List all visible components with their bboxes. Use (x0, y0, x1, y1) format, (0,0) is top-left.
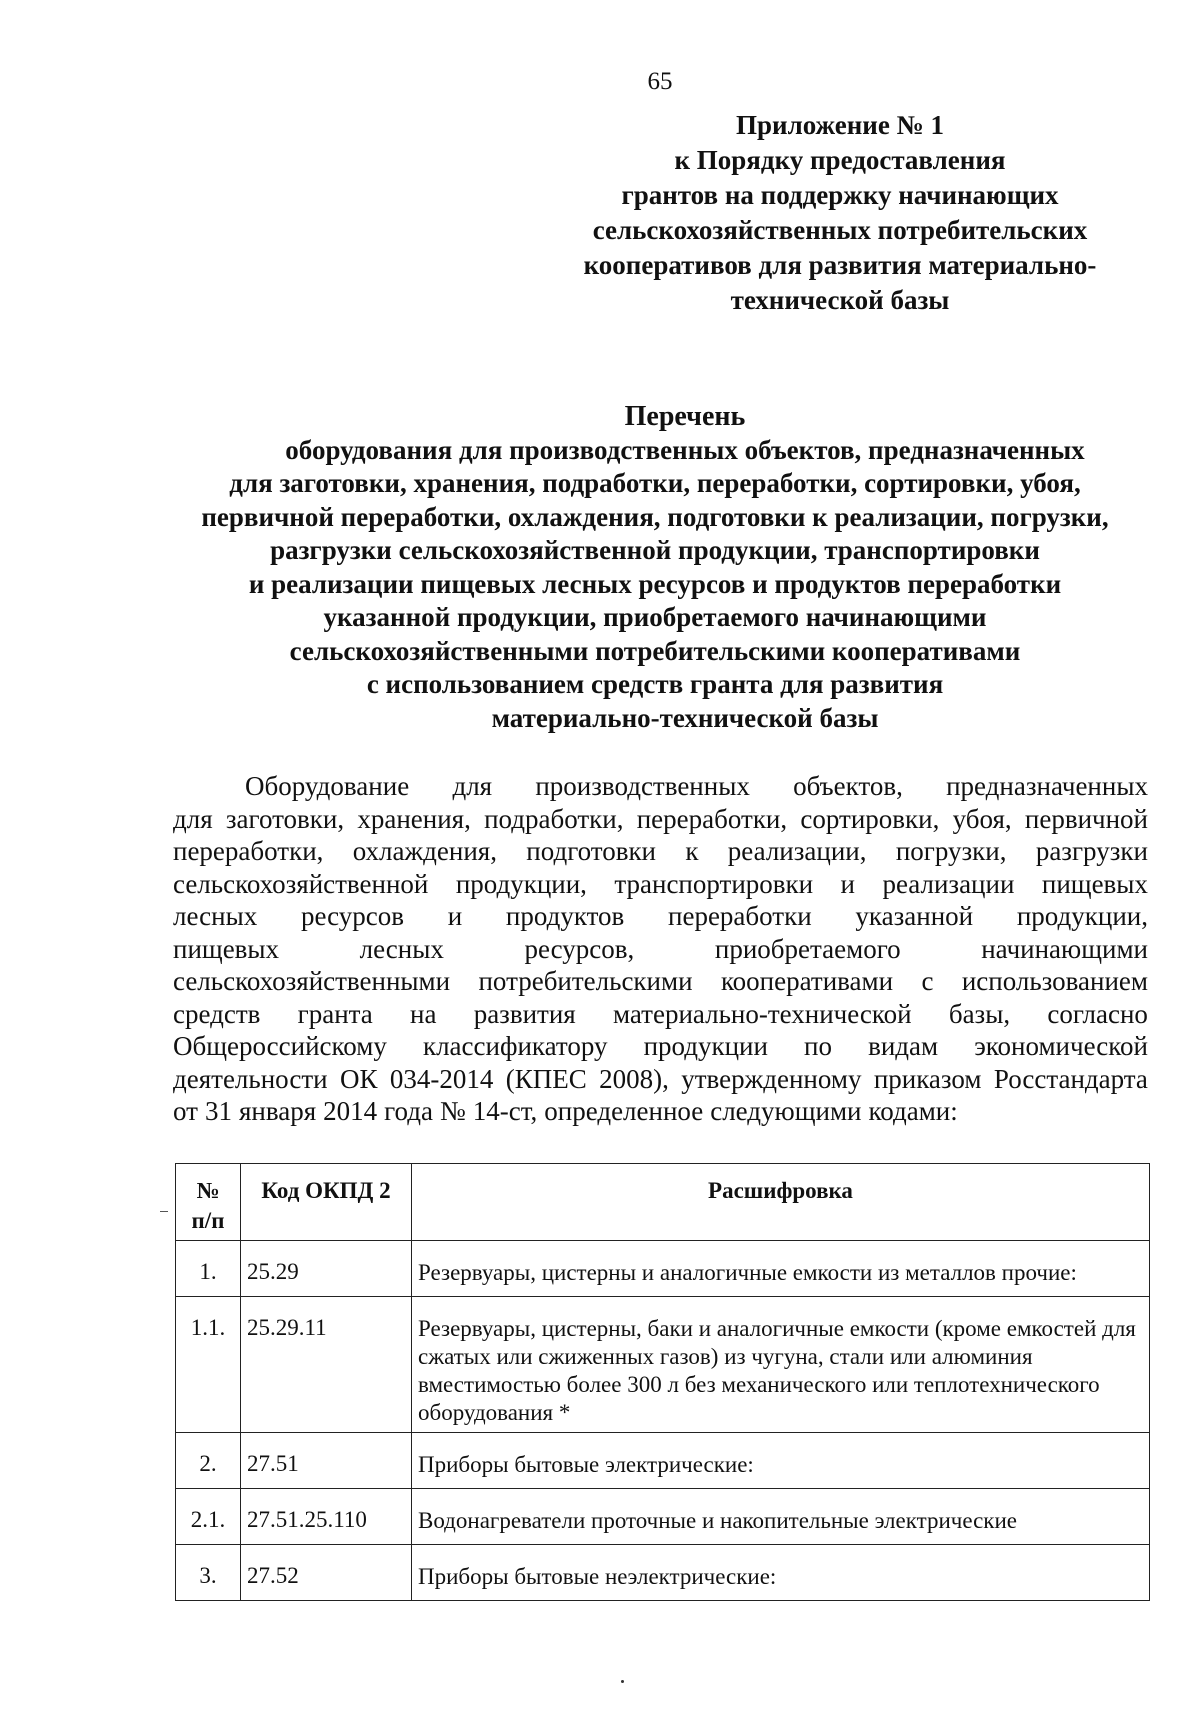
list-title-line: разгрузки сельскохозяйственной продукции, транспортировки (270, 535, 1040, 565)
row-description: Резервуары, цистерны, баки и аналогичные емкости (кроме емкостей для сжатых или сжиженных газов) из чугуна, стали или алюминия вместимостью более 300 л без механического или теплотехнического оборудования * (412, 1297, 1150, 1433)
row-description: Резервуары, цистерны и аналогичные емкости из металлов прочие: (412, 1241, 1150, 1297)
okpd-codes-table (175, 1163, 1150, 1601)
page-number: 65 (647, 68, 673, 95)
appendix-header-line: технической базы (730, 285, 950, 315)
row-code: 25.29.11 (241, 1297, 412, 1433)
row-code: 27.51.25.110 (241, 1489, 412, 1545)
list-title-line: материально-технической базы (491, 702, 879, 733)
list-title-line: оборудования для производственных объектов, предназначенных (285, 434, 1085, 465)
appendix-header (560, 108, 1120, 318)
header-code: Код ОКПД 2 (241, 1164, 412, 1241)
header-num (176, 1164, 241, 1241)
row-num: 3. (176, 1545, 241, 1601)
paragraph-line: лесных ресурсов и продуктов переработки указанной продукции, (173, 901, 1148, 931)
list-title-line: указанной продукции, приобретаемого начинающими (323, 602, 987, 632)
paragraph-line: сельскохозяйственными потребительскими кооперативами с использованием (173, 966, 1148, 996)
paragraph-line: сельскохозяйственной продукции, транспортировки и реализации пищевых (173, 868, 1148, 899)
row-code: 25.29 (241, 1241, 412, 1297)
paragraph-line: переработки, охлаждения, подготовки к реализации, погрузки, разгрузки (173, 836, 1148, 866)
table-row (176, 1297, 1150, 1433)
header-num-symbol: № (196, 1178, 220, 1203)
row-description: Приборы бытовые электрические: (412, 1433, 1150, 1489)
scan-dot (621, 1680, 624, 1683)
table-row (176, 1489, 1150, 1545)
header-num-abbr: п/п (191, 1208, 225, 1233)
row-code: 27.51 (241, 1433, 412, 1489)
appendix-header-line: Приложение № 1 (736, 110, 944, 140)
list-title-line: сельскохозяйственными потребительскими кооперативами (289, 635, 1021, 666)
header-description: Расшифровка (412, 1164, 1150, 1241)
list-title-line: для заготовки, хранения, подработки, переработки, сортировки, убоя, (229, 468, 1081, 498)
row-num: 1.1. (176, 1297, 241, 1433)
row-description: Водонагреватели проточные и накопительные электрические (412, 1489, 1150, 1545)
paragraph-line: деятельности ОК 034-2014 (КПЕС 2008), утвержденному приказом Росстандарта (173, 1063, 1148, 1094)
paragraph-line: для заготовки, хранения, подработки, переработки, сортировки, убоя, первичной (173, 803, 1148, 834)
paragraph-line: Оборудование для производственных объектов, предназначенных (245, 771, 1148, 801)
paragraph-line: пищевых лесных ресурсов, приобретаемого начинающими (173, 933, 1148, 964)
table-row (176, 1433, 1150, 1489)
appendix-header-line: к Порядку предоставления (674, 145, 1006, 175)
margin-mark (160, 1211, 168, 1212)
row-description: Приборы бытовые неэлектрические: (412, 1545, 1150, 1601)
appendix-header-line: кооперативов для развития материально- (583, 250, 1097, 280)
list-title-line: с использованием средств гранта для развития (366, 669, 944, 699)
appendix-header-line: сельскохозяйственных потребительских (592, 215, 1088, 245)
appendix-header-line: грантов на поддержку начинающих (621, 180, 1059, 210)
list-title-line: и реализации пищевых лесных ресурсов и продуктов переработки (248, 568, 1062, 599)
list-title-line: первичной переработки, охлаждения, подготовки к реализации, погрузки, (201, 501, 1109, 532)
table-row (176, 1241, 1150, 1297)
row-num: 2.1. (176, 1489, 241, 1545)
row-num: 2. (176, 1433, 241, 1489)
list-title-heading: Перечень (624, 401, 746, 432)
table-header-row (176, 1164, 1150, 1241)
row-num: 1. (176, 1241, 241, 1297)
list-title (165, 400, 1145, 735)
paragraph-line: от 31 января 2014 года № 14-ст, определенное следующими кодами: (173, 1096, 958, 1126)
row-code: 27.52 (241, 1545, 412, 1601)
paragraph-line: Общероссийскому классификатору продукции по видам экономической (173, 1031, 1148, 1061)
paragraph-line: средств гранта на развития материально-технической базы, согласно (173, 998, 1148, 1029)
table-row (176, 1545, 1150, 1601)
body-paragraph (173, 770, 1148, 1128)
